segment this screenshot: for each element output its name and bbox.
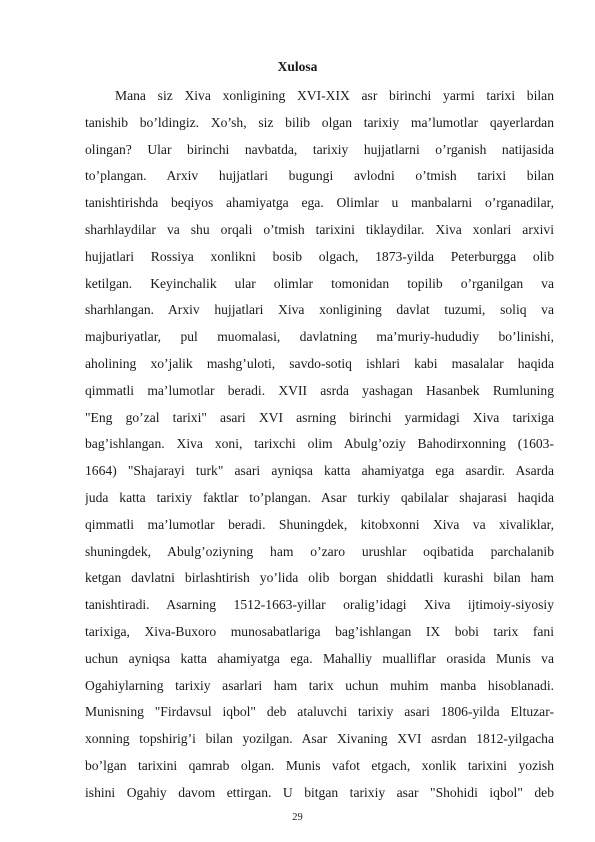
text-line: bag’ishlangan. Xiva xoni, tarixchi olim Abulg’oziy Bahodirxonning (1603- [85, 436, 554, 452]
text-line: to’plangan. Arxiv hujjatlari bugungi avlodni o’tmish tarixi bilan [85, 168, 554, 184]
text-line: hujjatlari Rossiya xonlikni bosib olgach, 1873-yilda Peterburgga olib [85, 248, 554, 264]
text-line: olingan? Ular birinchi navbatda, tarixiy hujjatlarni o’rganish natijasida [85, 141, 554, 157]
text-line: Mana siz Xiva xonligining XVI-XIX asr birinchi yarmi tarixi bilan [115, 88, 554, 103]
text-line: sharhlaydilar va shu orqali o’tmish tarixini tiklaydilar. Xiva xonlari arxivi [85, 221, 554, 237]
text-line: ketgan davlatni birlashtirish yo’lida olib borgan shiddatli kurashi bilan ham [85, 570, 554, 586]
text-line: "Eng go’zal tarixi" asari XVI asrning birinchi yarmidagi Xiva tarixiga [85, 409, 554, 425]
text-line: tanishib bo’ldingiz. Xo’sh, siz bilib olgan tarixiy ma’lumotlar qayerlardan [85, 114, 554, 130]
text-line: juda katta tarixiy faktlar to’plangan. Asar turkiy qabilalar shajarasi haqida [85, 489, 554, 505]
text-line: tanishtiradi. Asarning 1512-1663-yillar oralig’idagi Xiva ijtimoiy-siyosiy [85, 597, 554, 613]
text-line: sharhlangan. Arxiv hujjatlari Xiva xonligining davlat tuzumi, soliq va [85, 302, 554, 318]
text-line: tarixiga, Xiva-Buxoro munosabatlariga bag’ishlangan IX bobi tarix fani [85, 623, 554, 639]
text-line: bo’lgan tarixini qamrab olgan. Munis vafot etgach, xonlik tarixini yozish [85, 757, 554, 773]
text-line: qimmatli ma’lumotlar beradi. XVII asrda yashagan Hasanbek Rumluning [85, 382, 554, 398]
text-line: 1664) "Shajarayi turk" asari ayniqsa katta ahamiyatga ega asardir. Asarda [85, 463, 554, 479]
text-line: Munisning "Firdavsul iqbol" deb ataluvchi tarixiy asari 1806-yilda Eltuzar- [85, 704, 554, 720]
text-line: majburiyatlar, pul muomalasi, davlatning ma’muriy-hududiy bo’linishi, [85, 329, 554, 345]
text-line: uchun ayniqsa katta ahamiyatga ega. Mahalliy mualliflar orasida Munis va [85, 650, 554, 666]
text-line: shuningdek, Abulg’oziyning ham o’zaro urushlar oqibatida parchalanib [85, 543, 554, 559]
text-line: ketilgan. Keyinchalik ular olimlar tomonidan topilib o’rganilgan va [85, 275, 554, 291]
text-line: xonning topshirig’i bilan yozilgan. Asar Xivaning XVI asrdan 1812-yilgacha [85, 731, 554, 747]
text-line: tanishtirishda beqiyos ahamiyatga ega. Olimlar u manbalarni o’rganadilar, [85, 195, 554, 211]
body-text [85, 83, 554, 807]
page-number: 29 [292, 812, 303, 823]
text-line: Ogahiylarning tarixiy asarlari ham tarix uchun muhim manba hisoblanadi. [85, 677, 554, 693]
text-line: qimmatli ma’lumotlar beradi. Shuningdek, kitobxonni Xiva va xivaliklar, [85, 516, 554, 532]
page-title: Xulosa [277, 59, 318, 74]
text-line: ishini Ogahiy davom ettirgan. U bitgan tarixiy asar "Shohidi iqbol" deb [85, 784, 554, 800]
text-line: aholining xo’jalik mashg’uloti, savdo-sotiq ishlari kabi masalalar haqida [85, 355, 554, 371]
